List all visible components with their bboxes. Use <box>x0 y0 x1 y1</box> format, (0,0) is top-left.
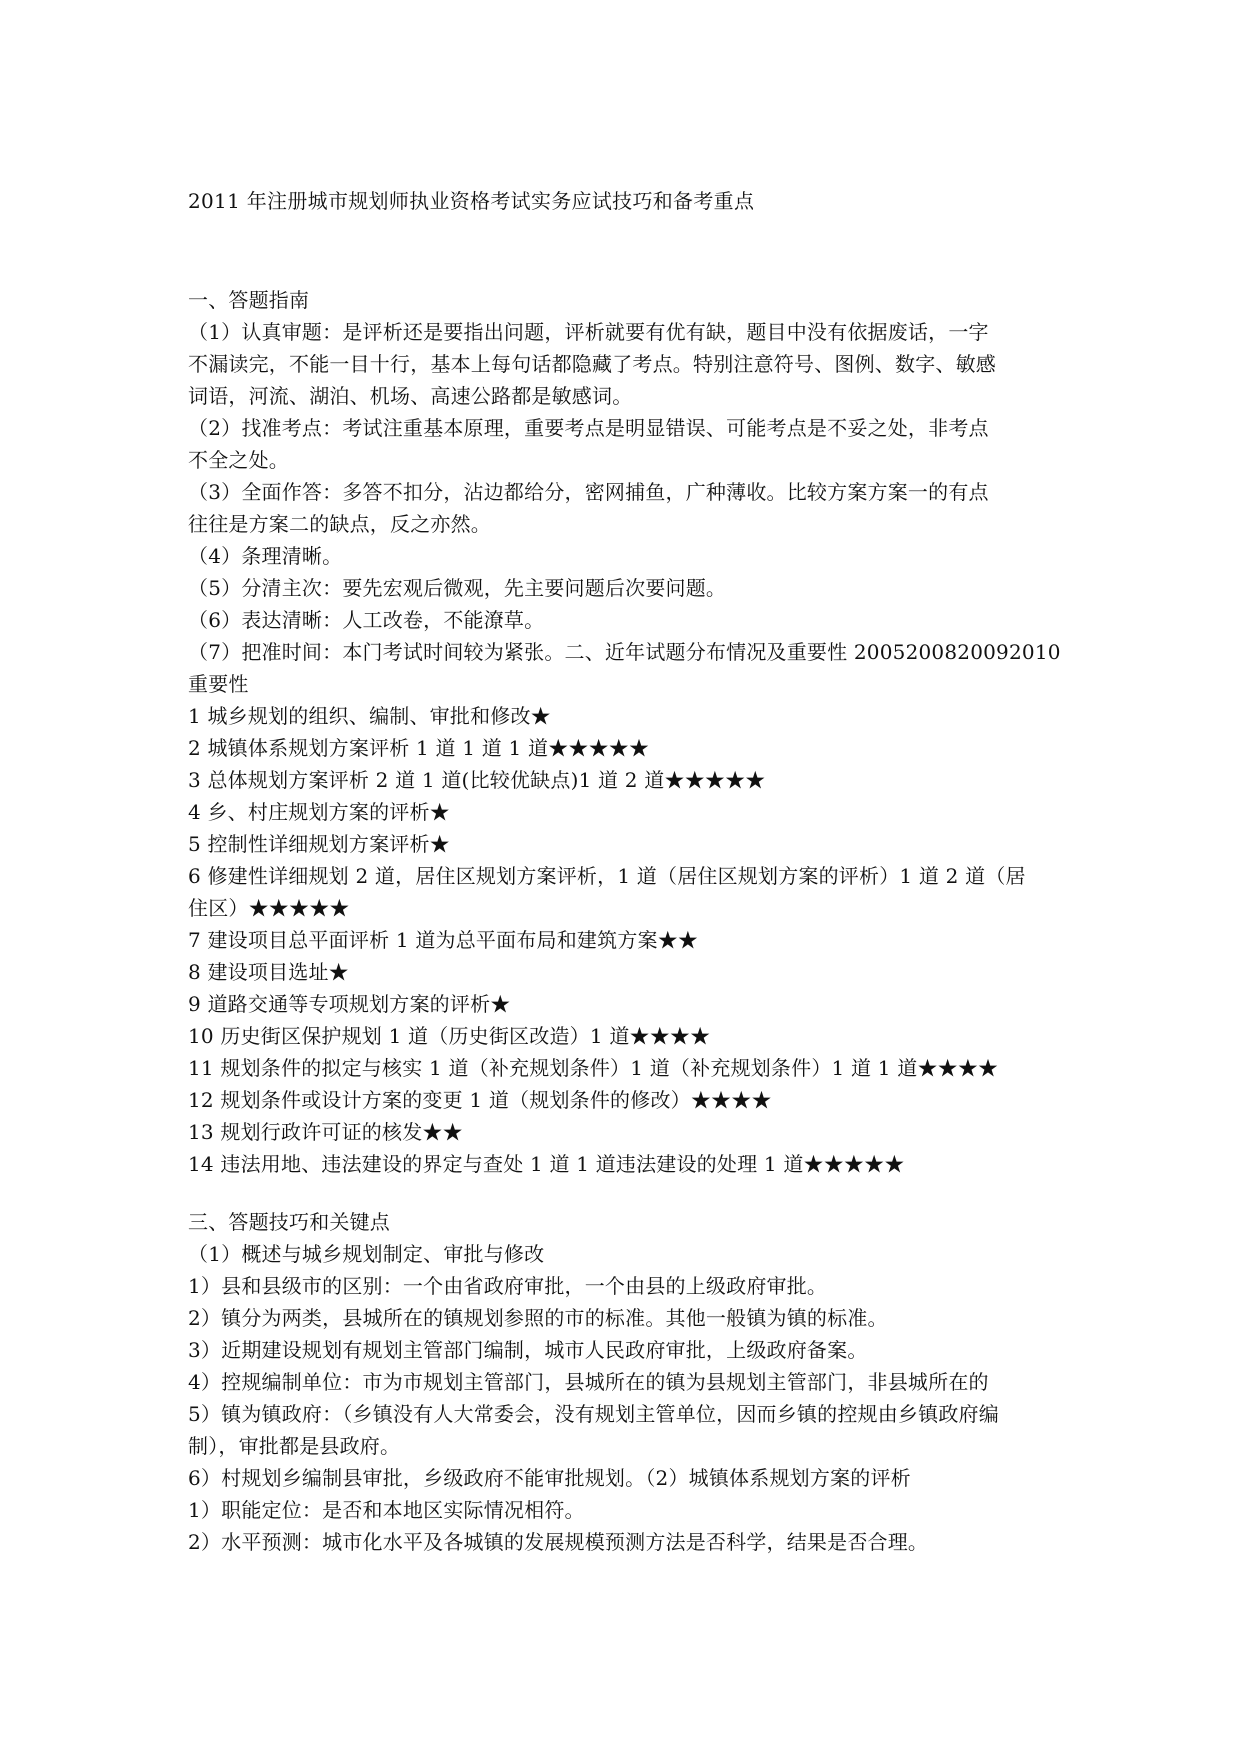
text-line: （1）概述与城乡规划制定、审批与修改 <box>188 1242 545 1266</box>
list-item: 11 规划条件的拟定与核实 1 道（补充规划条件）1 道（补充规划条件）1 道 1 道★★★★ <box>188 1056 999 1080</box>
text-line: 3）近期建设规划有规划主管部门编制，城市人民政府审批，上级政府备案。 <box>188 1338 868 1362</box>
list-item: 1 城乡规划的组织、编制、审批和修改★ <box>188 704 551 728</box>
list-item: 4 乡、村庄规划方案的评析★ <box>188 800 450 824</box>
section-heading: 三、答题技巧和关键点 <box>188 1210 390 1234</box>
text-line: 6）村规划乡编制县审批，乡级政府不能审批规划。（2）城镇体系规划方案的评析 <box>188 1466 911 1490</box>
list-item: 7 建设项目总平面评析 1 道为总平面布局和建筑方案★★ <box>188 928 699 952</box>
section-heading: 一、答题指南 <box>188 288 310 312</box>
text-line: 不漏读完，不能一目十行，基本上每句话都隐藏了考点。特别注意符号、图例、数字、敏感 <box>188 352 996 376</box>
list-item: 9 道路交通等专项规划方案的评析★ <box>188 992 511 1016</box>
text-line: 往往是方案二的缺点，反之亦然。 <box>188 512 491 536</box>
list-item: 8 建设项目选址★ <box>188 960 349 984</box>
text-line: （1）认真审题：是评析还是要指出问题，评析就要有优有缺，题目中没有依据废话，一字 <box>188 320 989 344</box>
text-line: 1）县和县级市的区别：一个由省政府审批，一个由县的上级政府审批。 <box>188 1274 828 1298</box>
text-line: 不全之处。 <box>188 448 289 472</box>
text-line: （2）找准考点：考试注重基本原理，重要考点是明显错误、可能考点是不妥之处，非考点 <box>188 416 989 440</box>
text-line: 2）水平预测：城市化水平及各城镇的发展规模预测方法是否科学，结果是否合理。 <box>188 1530 929 1554</box>
text-line: 词语，河流、湖泊、机场、高速公路都是敏感词。 <box>188 384 633 408</box>
list-item: 住区）★★★★★ <box>188 896 350 920</box>
text-line: 重要性 <box>188 672 249 696</box>
text-line: （4）条理清晰。 <box>188 544 343 568</box>
list-item: 6 修建性详细规划 2 道，居住区规划方案评析，1 道（居住区规划方案的评析）1 道 2 道（居 <box>188 864 1026 888</box>
text-line: 5）镇为镇政府：（乡镇没有人大常委会，没有规划主管单位，因而乡镇的控规由乡镇政府编 <box>188 1402 999 1426</box>
text-line: （3）全面作答：多答不扣分，沾边都给分，密网捕鱼，广种薄收。比较方案方案一的有点 <box>188 480 989 504</box>
text-line: （7）把准时间：本门考试时间较为紧张。二、近年试题分布情况及重要性 2005200820092010 <box>188 640 1061 664</box>
text-line: （6）表达清晰：人工改卷，不能潦草。 <box>188 608 545 632</box>
text-line: （5）分清主次：要先宏观后微观，先主要问题后次要问题。 <box>188 576 727 600</box>
text-line: 4）控规编制单位：市为市规划主管部门，县城所在的镇为县规划主管部门，非县城所在的 <box>188 1370 989 1394</box>
list-item: 10 历史街区保护规划 1 道（历史街区改造）1 道★★★★ <box>188 1024 711 1048</box>
list-item: 14 违法用地、违法建设的界定与查处 1 道 1 道违法建设的处理 1 道★★★★★ <box>188 1152 905 1176</box>
list-item: 12 规划条件或设计方案的变更 1 道（规划条件的修改）★★★★ <box>188 1088 772 1112</box>
text-line: 制），审批都是县政府。 <box>188 1434 401 1458</box>
list-item: 2 城镇体系规划方案评析 1 道 1 道 1 道★★★★★ <box>188 736 650 760</box>
list-item: 3 总体规划方案评析 2 道 1 道(比较优缺点)1 道 2 道★★★★★ <box>188 768 766 792</box>
text-line: 2）镇分为两类，县城所在的镇规划参照的市的标准。其他一般镇为镇的标准。 <box>188 1306 888 1330</box>
list-item: 5 控制性详细规划方案评析★ <box>188 832 450 856</box>
document-title: 2011 年注册城市规划师执业资格考试实务应试技巧和备考重点 <box>188 189 755 213</box>
list-item: 13 规划行政许可证的核发★★ <box>188 1120 463 1144</box>
text-line: 1）职能定位：是否和本地区实际情况相符。 <box>188 1498 585 1522</box>
